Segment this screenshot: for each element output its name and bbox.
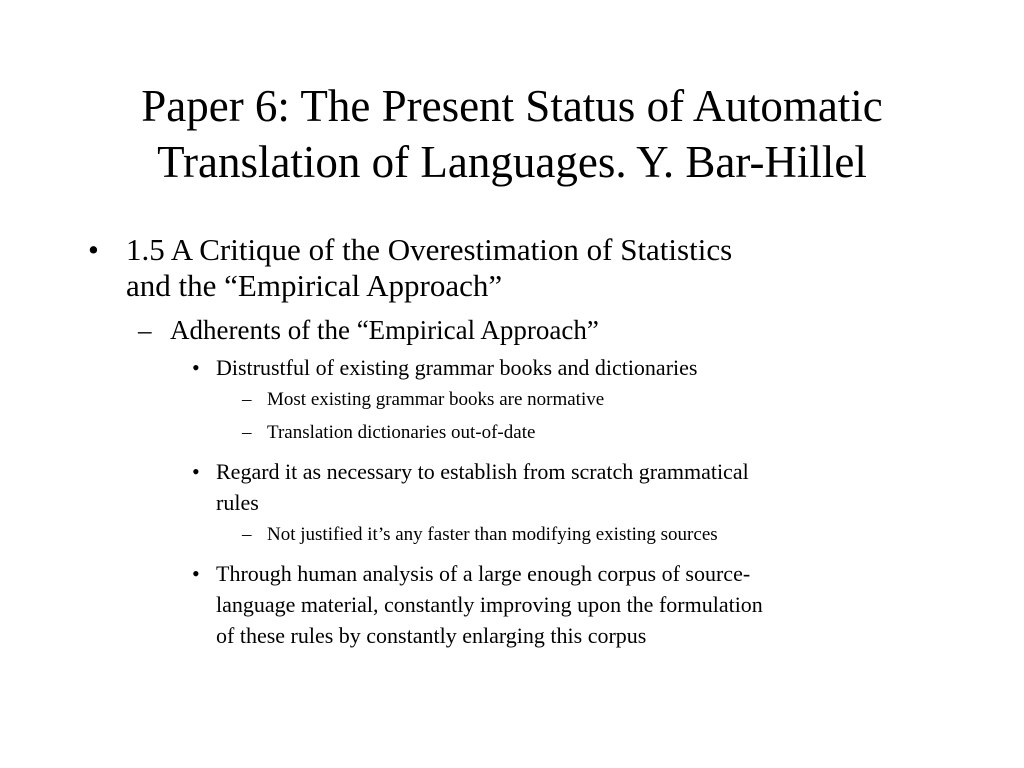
title-line-1: Paper 6: The Present Status of Automatic: [141, 81, 883, 131]
dash-icon: –: [138, 315, 152, 345]
point2-line1: Regard it as necessary to establish from scratch grammatical: [216, 459, 749, 484]
sub1-text: Adherents of the “Empirical Approach”: [170, 315, 599, 345]
title-line-2: Translation of Languages. Y. Bar-Hillel: [157, 137, 867, 187]
bullet-icon: •: [192, 355, 200, 380]
bullet1-line1: 1.5 A Critique of the Overestimation of Statistics: [126, 232, 733, 267]
bullet1-line2: and the “Empirical Approach”: [126, 268, 503, 303]
point1-sub1-text: Most existing grammar books are normative: [267, 389, 605, 410]
bullet-level2: [84, 314, 964, 346]
point2-sub1-text: Not justified it’s any faster than modifying existing sources: [267, 524, 718, 545]
point3-line2: language material, constantly improving upon the formulation: [216, 592, 763, 617]
bullet-level4-out-of-date: [84, 416, 964, 449]
bullet-icon: •: [88, 232, 99, 267]
bullet-level4-normative: [84, 383, 964, 416]
bullet-level3-through: [84, 558, 964, 651]
bullet-icon: •: [192, 459, 200, 484]
dash-icon: –: [242, 422, 252, 443]
point2-line2: rules: [216, 490, 259, 515]
dash-icon: –: [242, 524, 252, 545]
dash-icon: –: [242, 389, 252, 410]
point1-text: Distrustful of existing grammar books and dictionaries: [216, 355, 698, 380]
bullet-level3-distrustful: [84, 352, 964, 383]
point3-line3: of these rules by constantly enlarging this corpus: [216, 623, 647, 648]
slide-title: [40, 78, 984, 190]
bullet-level1: [84, 232, 964, 304]
bullet-level3-regard: [84, 456, 964, 518]
point1-sub2-text: Translation dictionaries out-of-date: [267, 422, 536, 443]
slide-body: [84, 232, 964, 651]
point3-line1: Through human analysis of a large enough corpus of source-: [216, 561, 751, 586]
bullet-icon: •: [192, 561, 200, 586]
bullet-level4-not-justified: [84, 518, 964, 551]
